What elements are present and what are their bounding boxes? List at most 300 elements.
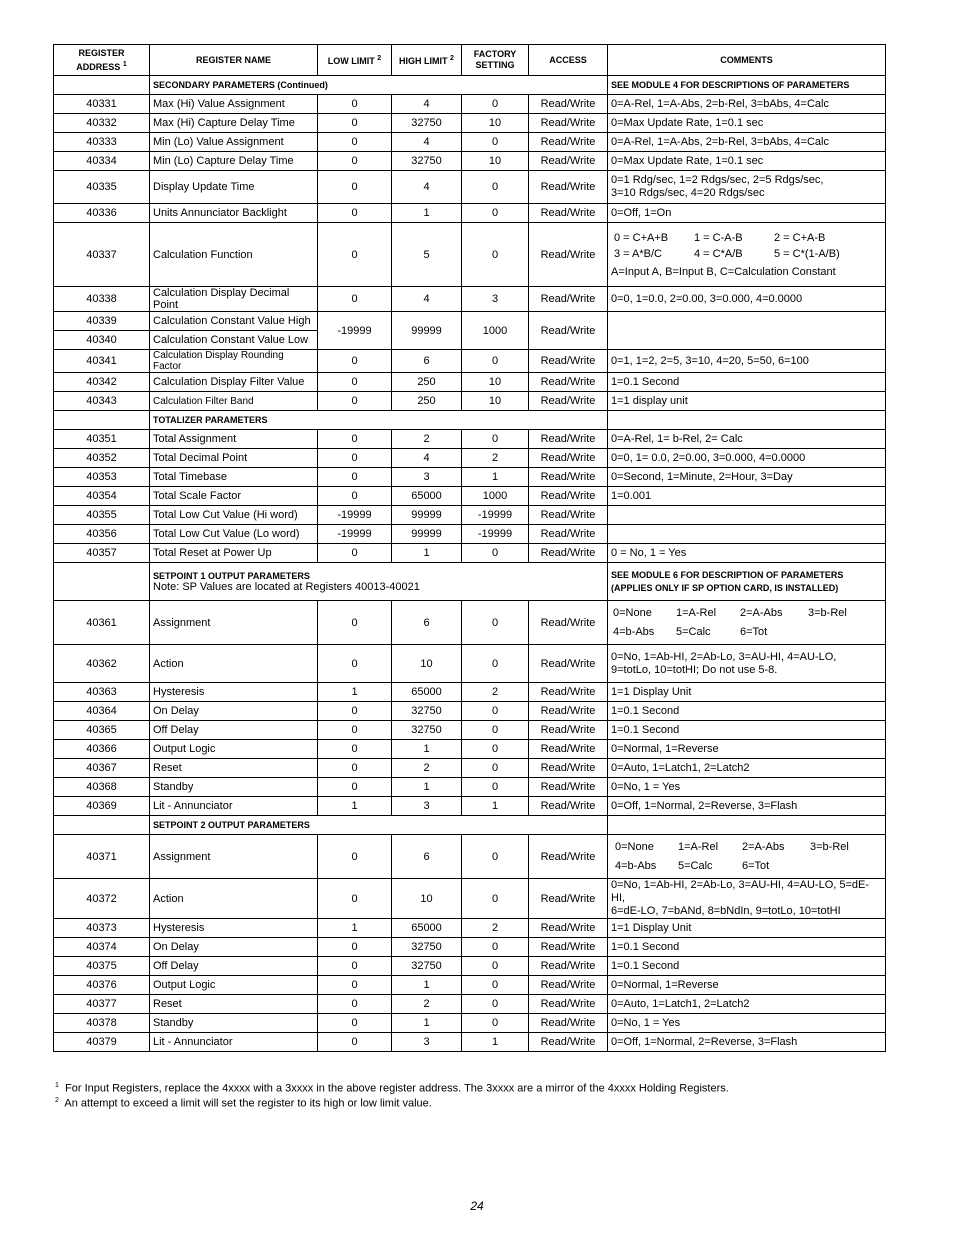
cell-name: Reset xyxy=(150,759,318,778)
cell-factory-setting: 0 xyxy=(462,204,529,223)
header-name: REGISTER NAME xyxy=(150,45,318,76)
table-row xyxy=(54,957,886,976)
cell-factory-setting: 1000 xyxy=(462,312,529,350)
cell-access: Read/Write xyxy=(529,1014,608,1033)
cell-high-limit: 3 xyxy=(392,797,462,816)
cell-factory-setting: 2 xyxy=(462,449,529,468)
cell-comments: 1=0.001 xyxy=(608,487,886,506)
table-row xyxy=(54,373,886,392)
cell-high-limit: 2 xyxy=(392,430,462,449)
cell-low-limit: 0 xyxy=(318,995,392,1014)
table-row xyxy=(54,430,886,449)
cell-factory-setting: 2 xyxy=(462,919,529,938)
table-row xyxy=(54,835,886,879)
cell-low-limit: 0 xyxy=(318,601,392,645)
header-access: ACCESS xyxy=(529,45,608,76)
table-row xyxy=(54,223,886,287)
table-row xyxy=(54,171,886,204)
table-row xyxy=(54,797,886,816)
cell-high-limit: 250 xyxy=(392,373,462,392)
cell-name: Calculation Constant Value High xyxy=(150,312,318,331)
cell-low-limit: -19999 xyxy=(318,525,392,544)
cell-comments: 0=Max Update Rate, 1=0.1 sec xyxy=(608,114,886,133)
cell-comments: 0 = No, 1 = Yes xyxy=(608,544,886,563)
cell-access: Read/Write xyxy=(529,152,608,171)
cell-address: 40354 xyxy=(54,487,150,506)
cell-address: 40340 xyxy=(54,331,150,350)
cell-factory-setting: 0 xyxy=(462,601,529,645)
table-row xyxy=(54,152,886,171)
section-title: SETPOINT 1 OUTPUT PARAMETERS Note: SP Values are located at Registers 40013-40021 xyxy=(150,563,608,601)
table-row xyxy=(54,938,886,957)
cell-comments: 0=0, 1=0.0, 2=0.00, 3=0.000, 4=0.0000 xyxy=(608,287,886,312)
cell-name: Hysteresis xyxy=(150,683,318,702)
cell-high-limit: 99999 xyxy=(392,506,462,525)
cell-high-limit: 1 xyxy=(392,1014,462,1033)
cell-name: Total Low Cut Value (Hi word) xyxy=(150,506,318,525)
cell-address: 40339 xyxy=(54,312,150,331)
cell-high-limit: 32750 xyxy=(392,957,462,976)
footnotes xyxy=(55,1080,729,1109)
table-row xyxy=(54,449,886,468)
cell-address: 40375 xyxy=(54,957,150,976)
cell-address: 40371 xyxy=(54,835,150,879)
cell-high-limit: 4 xyxy=(392,171,462,204)
cell-access: Read/Write xyxy=(529,312,608,350)
cell-name: Max (Hi) Value Assignment xyxy=(150,95,318,114)
cell-access: Read/Write xyxy=(529,544,608,563)
cell-low-limit: 0 xyxy=(318,468,392,487)
cell-comments: 0=Off, 1=On xyxy=(608,204,886,223)
cell-access: Read/Write xyxy=(529,223,608,287)
cell-factory-setting: 2 xyxy=(462,683,529,702)
cell-factory-setting: 0 xyxy=(462,223,529,287)
cell-access: Read/Write xyxy=(529,759,608,778)
table-row xyxy=(54,645,886,683)
cell-high-limit: 32750 xyxy=(392,702,462,721)
cell-high-limit: 65000 xyxy=(392,683,462,702)
section-comment: SEE MODULE 6 FOR DESCRIPTION OF PARAMETERS (APPLIES ONLY IF SP OPTION CARD, IS INSTALLED) xyxy=(608,563,886,601)
cell-address: 40376 xyxy=(54,976,150,995)
section-row xyxy=(54,563,886,601)
cell-low-limit: 1 xyxy=(318,919,392,938)
cell-low-limit: 0 xyxy=(318,171,392,204)
table-row xyxy=(54,778,886,797)
table-row xyxy=(54,133,886,152)
table-row xyxy=(54,506,886,525)
cell-name: Total Reset at Power Up xyxy=(150,544,318,563)
cell-factory-setting: 0 xyxy=(462,350,529,373)
cell-address: 40363 xyxy=(54,683,150,702)
cell-high-limit: 1 xyxy=(392,976,462,995)
cell-factory-setting: 0 xyxy=(462,759,529,778)
cell-access: Read/Write xyxy=(529,204,608,223)
cell-access: Read/Write xyxy=(529,1033,608,1052)
cell-factory-setting: 0 xyxy=(462,171,529,204)
cell-factory-setting: 0 xyxy=(462,1014,529,1033)
cell-name: Standby xyxy=(150,1014,318,1033)
cell-comments: 0=No, 1 = Yes xyxy=(608,778,886,797)
cell-access: Read/Write xyxy=(529,879,608,919)
cell-name: Hysteresis xyxy=(150,919,318,938)
cell-high-limit: 3 xyxy=(392,468,462,487)
cell-access: Read/Write xyxy=(529,487,608,506)
cell-low-limit: 0 xyxy=(318,204,392,223)
cell-name: Total Timebase xyxy=(150,468,318,487)
cell-low-limit: 0 xyxy=(318,835,392,879)
table-row xyxy=(54,287,886,312)
cell-access: Read/Write xyxy=(529,740,608,759)
cell-comments: 0=A-Rel, 1=A-Abs, 2=b-Rel, 3=bAbs, 4=Calc xyxy=(608,133,886,152)
section-comment: SEE MODULE 4 FOR DESCRIPTIONS OF PARAMETERS xyxy=(608,76,886,95)
cell-high-limit: 4 xyxy=(392,287,462,312)
table-row xyxy=(54,683,886,702)
cell-low-limit: 0 xyxy=(318,114,392,133)
cell-low-limit: 0 xyxy=(318,1033,392,1052)
cell-name: Display Update Time xyxy=(150,171,318,204)
cell-access: Read/Write xyxy=(529,449,608,468)
header-factory-setting: FACTORY SETTING xyxy=(462,45,529,76)
cell-name: Standby xyxy=(150,778,318,797)
cell-high-limit: 10 xyxy=(392,645,462,683)
cell-access: Read/Write xyxy=(529,938,608,957)
cell-access: Read/Write xyxy=(529,171,608,204)
cell-high-limit: 32750 xyxy=(392,721,462,740)
cell-high-limit: 6 xyxy=(392,601,462,645)
cell-low-limit: -19999 xyxy=(318,506,392,525)
cell-access: Read/Write xyxy=(529,683,608,702)
footnote-2: $^2$ An attempt to exceed a limit will set the register to its high or low limit value. xyxy=(55,1096,432,1110)
cell-name: Min (Lo) Value Assignment xyxy=(150,133,318,152)
cell-comments: 0=0, 1= 0.0, 2=0.00, 3=0.000, 4=0.0000 xyxy=(608,449,886,468)
cell-factory-setting: 0 xyxy=(462,645,529,683)
cell-low-limit: 0 xyxy=(318,544,392,563)
cell-access: Read/Write xyxy=(529,114,608,133)
cell-low-limit: 0 xyxy=(318,721,392,740)
cell-comments: 0=No, 1=Ab-HI, 2=Ab-Lo, 3=AU-HI, 4=AU-LO, 5=dE-HI, 6=dE-LO, 7=bANd, 8=bNdIn, 9=totLo, 10=totHI xyxy=(608,879,886,919)
cell-address: 40367 xyxy=(54,759,150,778)
cell-comments: 1=0.1 Second xyxy=(608,373,886,392)
cell-name: Calculation Display Rounding Factor xyxy=(150,350,318,373)
cell-high-limit: 250 xyxy=(392,392,462,411)
cell-name: Lit - Annunciator xyxy=(150,797,318,816)
footnote-1: $^1$ For Input Registers, replace the 4xxxx with a 3xxxx in the above register address. The 3xxxx are a mirror of the 4xxxx Holding Registers. xyxy=(55,1082,729,1095)
table-row xyxy=(54,721,886,740)
cell-comments: 0=Off, 1=Normal, 2=Reverse, 3=Flash xyxy=(608,797,886,816)
cell-address: 40331 xyxy=(54,95,150,114)
cell-comments: 1=1 Display Unit xyxy=(608,919,886,938)
cell-access: Read/Write xyxy=(529,95,608,114)
section-title: SECONDARY PARAMETERS (Continued) xyxy=(150,76,608,95)
cell-low-limit: 0 xyxy=(318,152,392,171)
cell-high-limit: 99999 xyxy=(392,312,462,350)
cell-low-limit: 0 xyxy=(318,287,392,312)
cell-comments: 0=Normal, 1=Reverse xyxy=(608,976,886,995)
cell-name: Assignment xyxy=(150,601,318,645)
cell-comments: 1=0.1 Second xyxy=(608,957,886,976)
register-table xyxy=(53,44,886,1052)
cell-factory-setting: 0 xyxy=(462,976,529,995)
cell-comments: 0=Second, 1=Minute, 2=Hour, 3=Day xyxy=(608,468,886,487)
header-high-limit: HIGH LIMIT $^2$ xyxy=(392,45,462,76)
cell-name: Action xyxy=(150,879,318,919)
cell-name: Min (Lo) Capture Delay Time xyxy=(150,152,318,171)
cell-name: Calculation Display Filter Value xyxy=(150,373,318,392)
header-low-limit: LOW LIMIT $^2$ xyxy=(318,45,392,76)
cell-factory-setting: 0 xyxy=(462,430,529,449)
cell-name: Output Logic xyxy=(150,976,318,995)
cell-name: Calculation Display Decimal Point xyxy=(150,287,318,312)
cell-address: 40335 xyxy=(54,171,150,204)
cell-address: 40362 xyxy=(54,645,150,683)
cell-factory-setting: 1 xyxy=(462,1033,529,1052)
cell-comments: 0=1, 1=2, 2=5, 3=10, 4=20, 5=50, 6=100 xyxy=(608,350,886,373)
cell-address: 40361 xyxy=(54,601,150,645)
cell-low-limit: 0 xyxy=(318,976,392,995)
cell-access: Read/Write xyxy=(529,919,608,938)
section-row xyxy=(54,816,886,835)
cell-address: 40364 xyxy=(54,702,150,721)
cell-name: On Delay xyxy=(150,702,318,721)
table-row xyxy=(54,525,886,544)
cell-comments: 0=Normal, 1=Reverse xyxy=(608,740,886,759)
cell-low-limit: 0 xyxy=(318,449,392,468)
cell-factory-setting: 10 xyxy=(462,152,529,171)
cell-comments: 0=Max Update Rate, 1=0.1 sec xyxy=(608,152,886,171)
table-row xyxy=(54,879,886,919)
table-row xyxy=(54,544,886,563)
cell-access: Read/Write xyxy=(529,721,608,740)
header-row xyxy=(54,45,886,76)
table-row xyxy=(54,702,886,721)
cell-access: Read/Write xyxy=(529,133,608,152)
cell-access: Read/Write xyxy=(529,506,608,525)
cell-factory-setting: 3 xyxy=(462,287,529,312)
cell-access: Read/Write xyxy=(529,702,608,721)
cell-factory-setting: 0 xyxy=(462,721,529,740)
cell-name: Off Delay xyxy=(150,721,318,740)
section-title: TOTALIZER PARAMETERS xyxy=(150,411,608,430)
cell-factory-setting: 0 xyxy=(462,95,529,114)
cell-factory-setting: 0 xyxy=(462,133,529,152)
cell-access: Read/Write xyxy=(529,797,608,816)
cell-factory-setting: 0 xyxy=(462,938,529,957)
cell-access: Read/Write xyxy=(529,350,608,373)
cell-factory-setting: 0 xyxy=(462,778,529,797)
cell-high-limit: 4 xyxy=(392,449,462,468)
cell-address: 40366 xyxy=(54,740,150,759)
table-row xyxy=(54,1033,886,1052)
cell-name: Action xyxy=(150,645,318,683)
cell-comments xyxy=(608,525,886,544)
cell-low-limit: 0 xyxy=(318,373,392,392)
cell-address: 40352 xyxy=(54,449,150,468)
cell-high-limit: 2 xyxy=(392,759,462,778)
page-number: 24 xyxy=(470,1199,484,1213)
cell-comments: 0=1 Rdg/sec, 1=2 Rdgs/sec, 2=5 Rdgs/sec, 3=10 Rdgs/sec, 4=20 Rdgs/sec xyxy=(608,171,886,204)
cell-low-limit: 0 xyxy=(318,430,392,449)
cell-address: 40357 xyxy=(54,544,150,563)
cell-high-limit: 65000 xyxy=(392,487,462,506)
cell-high-limit: 2 xyxy=(392,995,462,1014)
cell-access: Read/Write xyxy=(529,645,608,683)
cell-high-limit: 3 xyxy=(392,1033,462,1052)
cell-low-limit: 0 xyxy=(318,740,392,759)
cell-access: Read/Write xyxy=(529,373,608,392)
cell-high-limit: 4 xyxy=(392,133,462,152)
cell-name: Reset xyxy=(150,995,318,1014)
cell-address: 40336 xyxy=(54,204,150,223)
cell-address: 40351 xyxy=(54,430,150,449)
cell-name: On Delay xyxy=(150,938,318,957)
table-row xyxy=(54,114,886,133)
cell-low-limit: 1 xyxy=(318,683,392,702)
section-note: Note: SP Values are located at Registers 40013-40021 xyxy=(153,580,420,593)
cell-address: 40374 xyxy=(54,938,150,957)
cell-comments: 1=0.1 Second xyxy=(608,702,886,721)
header-comments: COMMENTS xyxy=(608,45,886,76)
cell-comments: 0=None 1=A-Rel 2=A-Abs 3=b-Rel 4=b-Abs 5=Calc 6=Tot xyxy=(608,835,886,879)
table-row xyxy=(54,976,886,995)
table-row xyxy=(54,95,886,114)
cell-comments xyxy=(608,312,886,350)
table-row xyxy=(54,1014,886,1033)
cell-high-limit: 1 xyxy=(392,740,462,759)
cell-address: 40337 xyxy=(54,223,150,287)
cell-factory-setting: 10 xyxy=(462,392,529,411)
cell-name: Off Delay xyxy=(150,957,318,976)
cell-access: Read/Write xyxy=(529,287,608,312)
cell-low-limit: 0 xyxy=(318,487,392,506)
cell-comments: 1=1 Display Unit xyxy=(608,683,886,702)
table-row xyxy=(54,740,886,759)
section-title: SETPOINT 2 OUTPUT PARAMETERS xyxy=(150,816,608,835)
cell-address: 40365 xyxy=(54,721,150,740)
cell-comments: 0=A-Rel, 1= b-Rel, 2= Calc xyxy=(608,430,886,449)
header-address: REGISTER ADDRESS $^1$ xyxy=(54,45,150,76)
cell-name: Total Scale Factor xyxy=(150,487,318,506)
cell-address: 40379 xyxy=(54,1033,150,1052)
cell-name: Calculation Filter Band xyxy=(150,392,318,411)
cell-low-limit: 0 xyxy=(318,938,392,957)
cell-comments: 0=No, 1=Ab-HI, 2=Ab-Lo, 3=AU-HI, 4=AU-LO, 9=totLo, 10=totHI; Do not use 5-8. xyxy=(608,645,886,683)
section-row xyxy=(54,76,886,95)
table-row xyxy=(54,759,886,778)
cell-name: Assignment xyxy=(150,835,318,879)
table-row xyxy=(54,601,886,645)
cell-factory-setting: -19999 xyxy=(462,506,529,525)
cell-address: 40342 xyxy=(54,373,150,392)
cell-access: Read/Write xyxy=(529,995,608,1014)
cell-address: 40373 xyxy=(54,919,150,938)
cell-name: Units Annunciator Backlight xyxy=(150,204,318,223)
cell-low-limit: 0 xyxy=(318,392,392,411)
cell-high-limit: 65000 xyxy=(392,919,462,938)
cell-low-limit: 0 xyxy=(318,223,392,287)
cell-name: Calculation Function xyxy=(150,223,318,287)
cell-high-limit: 10 xyxy=(392,879,462,919)
cell-name: Lit - Annunciator xyxy=(150,1033,318,1052)
cell-factory-setting: 1 xyxy=(462,468,529,487)
cell-address: 40368 xyxy=(54,778,150,797)
cell-comments xyxy=(608,506,886,525)
cell-high-limit: 1 xyxy=(392,204,462,223)
cell-comments: 0=None 1=A-Rel 2=A-Abs 3=b-Rel 4=b-Abs 5=Calc 6=Tot xyxy=(608,601,886,645)
cell-factory-setting: 1 xyxy=(462,797,529,816)
cell-name: Total Assignment xyxy=(150,430,318,449)
cell-comments: 1=1 display unit xyxy=(608,392,886,411)
cell-address: 40369 xyxy=(54,797,150,816)
cell-address: 40333 xyxy=(54,133,150,152)
cell-address: 40355 xyxy=(54,506,150,525)
table-row xyxy=(54,487,886,506)
cell-high-limit: 1 xyxy=(392,778,462,797)
table-row xyxy=(54,350,886,373)
cell-access: Read/Write xyxy=(529,430,608,449)
cell-address: 40343 xyxy=(54,392,150,411)
cell-comments: 0=Off, 1=Normal, 2=Reverse, 3=Flash xyxy=(608,1033,886,1052)
cell-name: Calculation Constant Value Low xyxy=(150,331,318,350)
cell-access: Read/Write xyxy=(529,778,608,797)
cell-address: 40332 xyxy=(54,114,150,133)
cell-comments: 1=0.1 Second xyxy=(608,721,886,740)
cell-low-limit: 0 xyxy=(318,879,392,919)
cell-access: Read/Write xyxy=(529,835,608,879)
cell-name: Output Logic xyxy=(150,740,318,759)
cell-low-limit: -19999 xyxy=(318,312,392,350)
cell-address: 40353 xyxy=(54,468,150,487)
cell-factory-setting: 0 xyxy=(462,740,529,759)
cell-high-limit: 6 xyxy=(392,835,462,879)
cell-address: 40334 xyxy=(54,152,150,171)
cell-high-limit: 5 xyxy=(392,223,462,287)
cell-high-limit: 32750 xyxy=(392,938,462,957)
cell-low-limit: 1 xyxy=(318,797,392,816)
cell-high-limit: 32750 xyxy=(392,152,462,171)
table-row xyxy=(54,204,886,223)
table-row xyxy=(54,312,886,331)
cell-comments: 0=No, 1 = Yes xyxy=(608,1014,886,1033)
cell-high-limit: 1 xyxy=(392,544,462,563)
cell-address: 40378 xyxy=(54,1014,150,1033)
cell-low-limit: 0 xyxy=(318,350,392,373)
cell-access: Read/Write xyxy=(529,601,608,645)
table-row xyxy=(54,919,886,938)
cell-factory-setting: 0 xyxy=(462,995,529,1014)
cell-high-limit: 32750 xyxy=(392,114,462,133)
section-row xyxy=(54,411,886,430)
cell-low-limit: 0 xyxy=(318,133,392,152)
cell-name: Max (Hi) Capture Delay Time xyxy=(150,114,318,133)
cell-access: Read/Write xyxy=(529,976,608,995)
cell-low-limit: 0 xyxy=(318,1014,392,1033)
cell-factory-setting: -19999 xyxy=(462,525,529,544)
cell-address: 40372 xyxy=(54,879,150,919)
cell-low-limit: 0 xyxy=(318,702,392,721)
cell-address: 40338 xyxy=(54,287,150,312)
cell-factory-setting: 10 xyxy=(462,373,529,392)
cell-factory-setting: 10 xyxy=(462,114,529,133)
cell-low-limit: 0 xyxy=(318,957,392,976)
cell-high-limit: 6 xyxy=(392,350,462,373)
cell-low-limit: 0 xyxy=(318,778,392,797)
cell-low-limit: 0 xyxy=(318,645,392,683)
cell-high-limit: 4 xyxy=(392,95,462,114)
table-row xyxy=(54,468,886,487)
cell-comments: 0 = C+A+B 1 = C-A-B 2 = C+A-B 3 = A*B/C 4 = C*A/B 5 = C*(1-A/B) A=Input A, B=Input B, C=Calculation Constant xyxy=(608,223,886,287)
cell-name: Total Decimal Point xyxy=(150,449,318,468)
cell-factory-setting: 0 xyxy=(462,879,529,919)
